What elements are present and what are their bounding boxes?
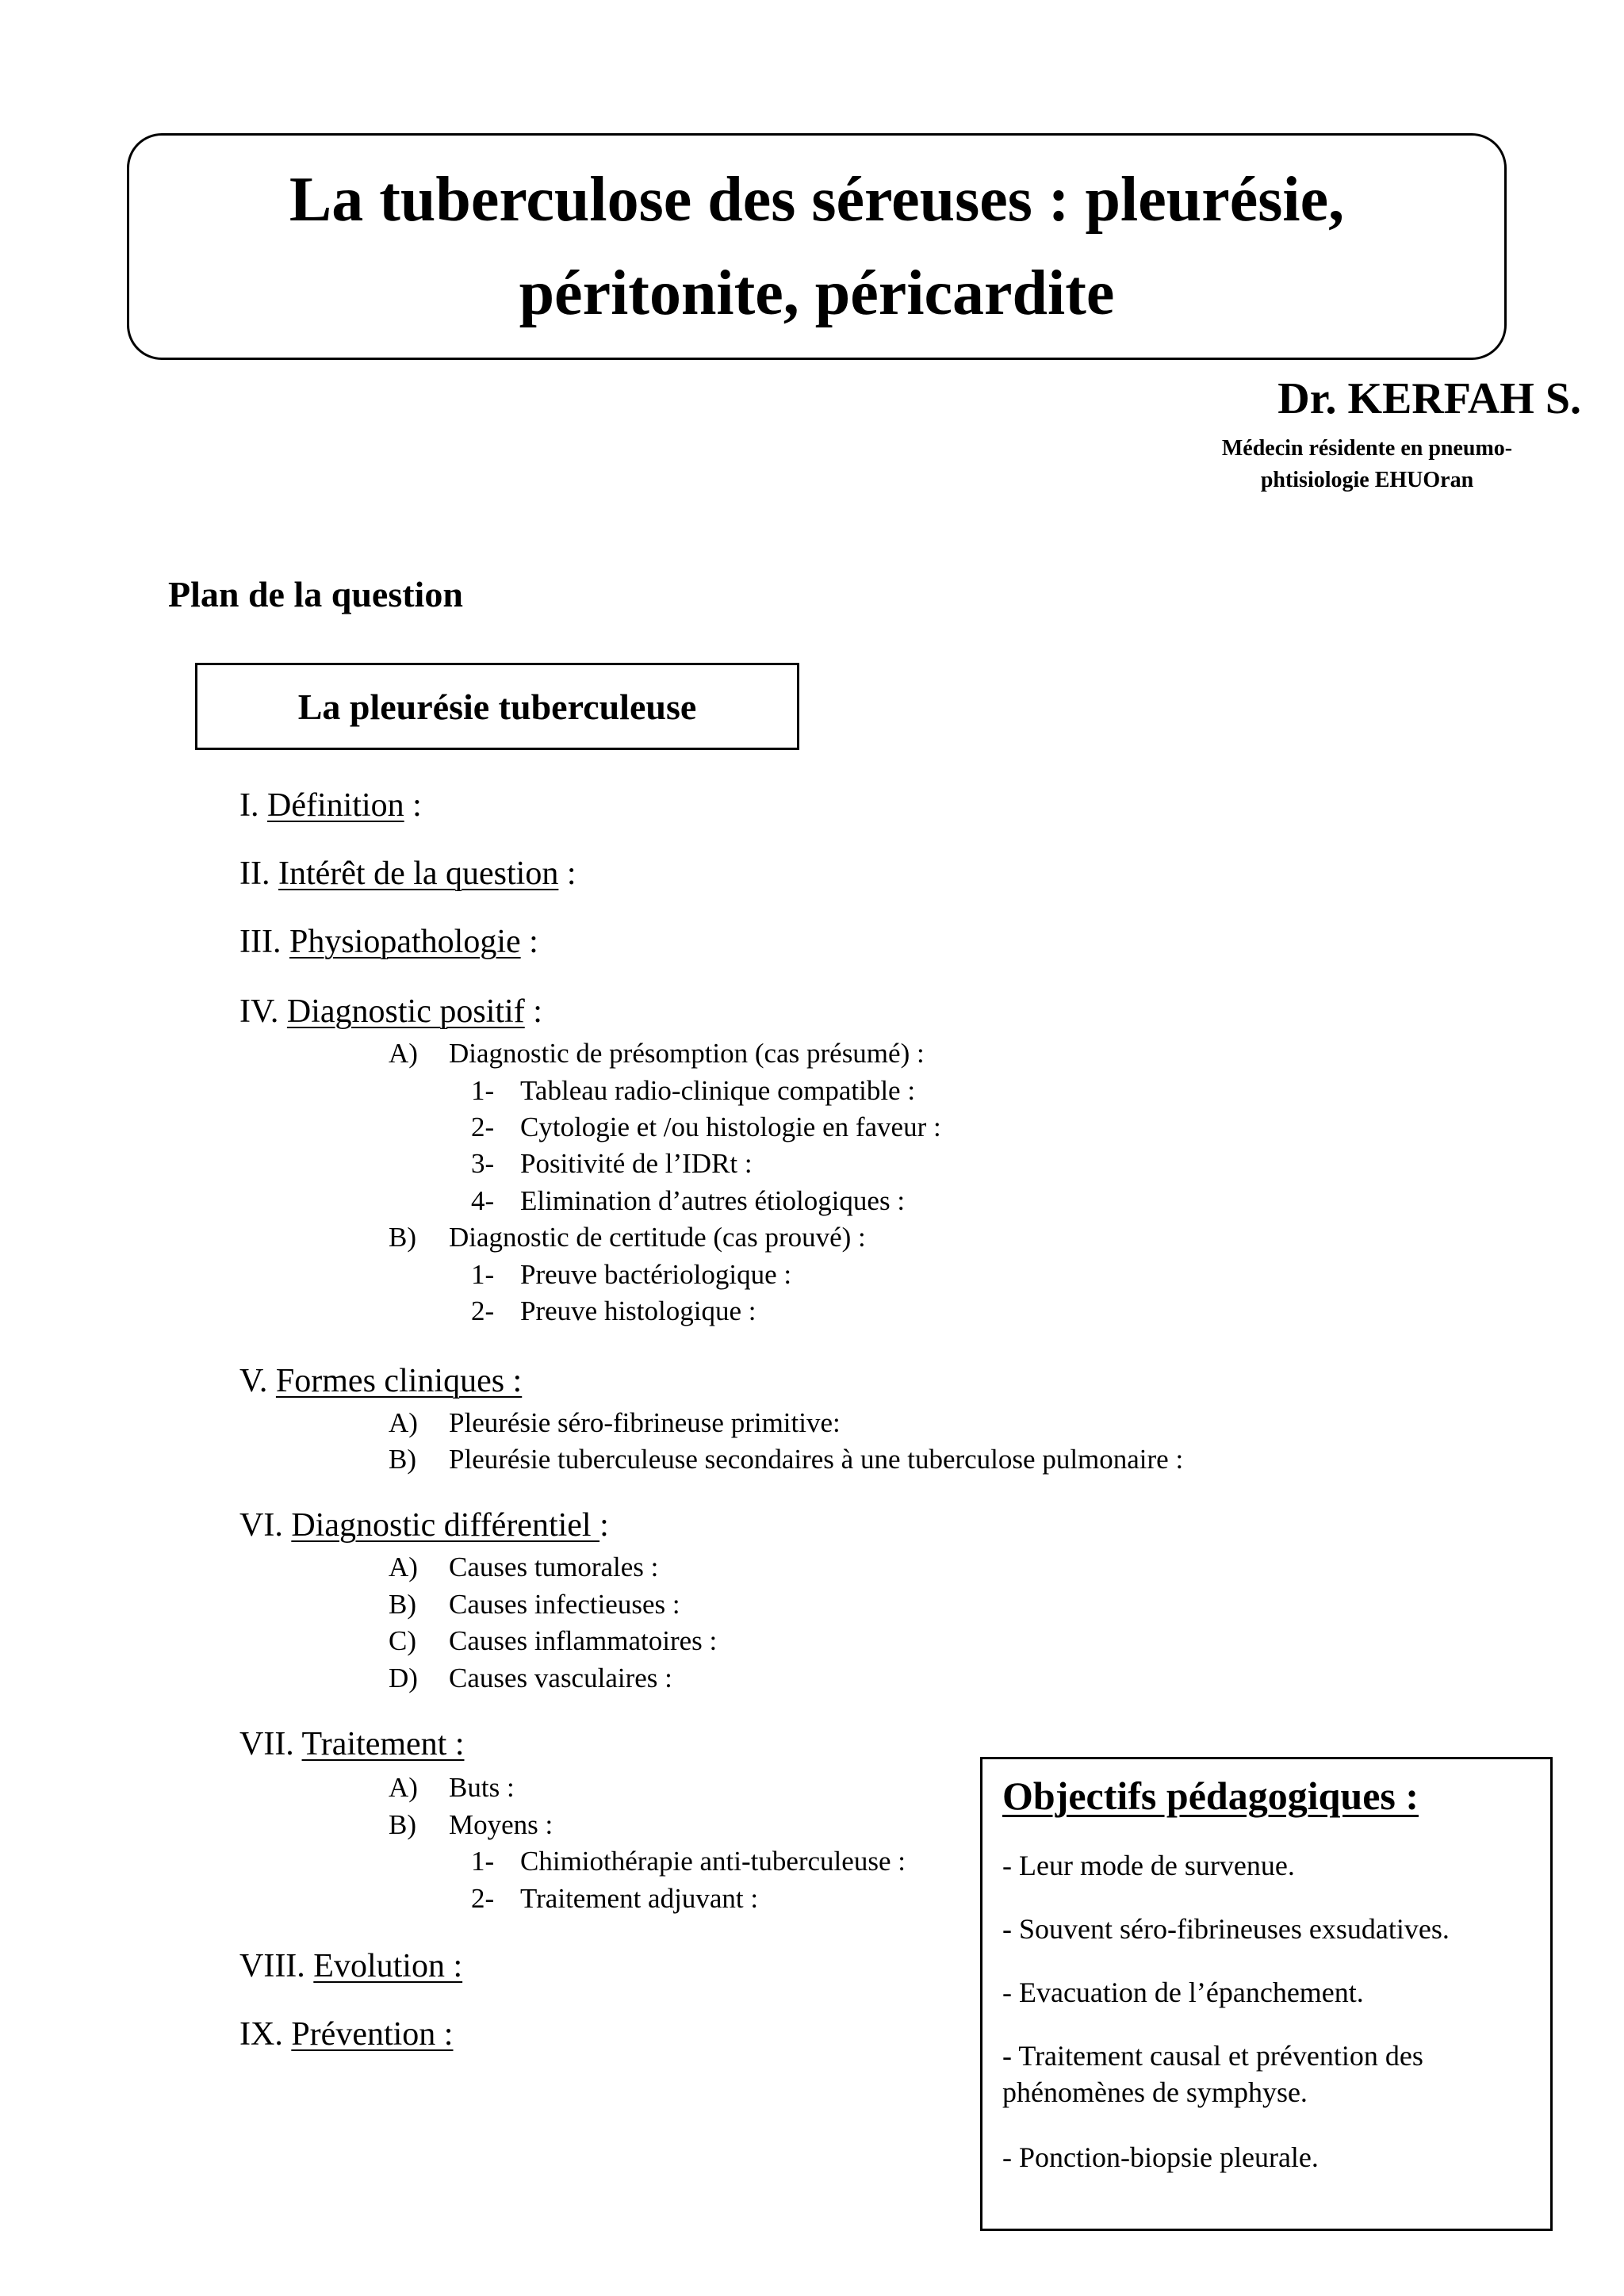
subitem-text: Diagnostic de certitude (cas prouvé) : — [449, 1222, 866, 1253]
subitem-text: Buts : — [449, 1772, 515, 1803]
subitem-text: Causes tumorales : — [449, 1552, 659, 1582]
subsubitem-text: Chimiothérapie anti-tuberculeuse : — [520, 1846, 906, 1877]
subsubitem-text: Traitement adjuvant : — [520, 1883, 759, 1914]
outline-section-3 — [239, 921, 538, 962]
subitem-text: Causes infectieuses : — [449, 1589, 680, 1620]
subsubitem-marker: 2- — [471, 1883, 495, 1914]
subsubitem-marker: 4- — [471, 1185, 495, 1216]
section-number: II. — [239, 855, 278, 892]
section-number: VIII. — [239, 1948, 314, 1984]
subitem-marker: A) — [389, 1772, 418, 1803]
subsubitem-text: Tableau radio-clinique compatible : — [520, 1075, 916, 1106]
document-title-line-1: La tuberculose des séreuses : pleurésie, — [289, 165, 1345, 235]
subsubitem-text: Elimination d’autres étiologiques : — [520, 1185, 906, 1216]
subitem-text: Pleurésie tuberculeuse secondaires à une tuberculose pulmonaire : — [449, 1444, 1184, 1475]
outline-section-5 — [239, 1360, 522, 1402]
subitem-marker: A) — [389, 1552, 418, 1582]
objective-item: - Leur mode de survenue. — [1002, 1850, 1295, 1881]
objective-item: - Souvent séro-fibrineuses exsudatives. — [1002, 1913, 1450, 1945]
author-role — [1185, 433, 1549, 496]
objective-item: - Traitement causal et prévention des phénomènes de symphyse. — [1002, 2040, 1423, 2108]
subsubitem-marker: 1- — [471, 1075, 495, 1106]
section-suffix: : — [558, 855, 576, 892]
section-label: Diagnostic positif — [286, 993, 525, 1030]
section-label: Physiopathologie — [289, 924, 521, 960]
subsubitem-text: Cytologie et /ou histologie en faveur : — [520, 1112, 941, 1142]
section-label: Prévention : — [291, 2016, 454, 2053]
section-label: Traitement : — [301, 1726, 465, 1762]
outline-section-9 — [239, 2014, 453, 2055]
subitem-marker: A) — [389, 1407, 418, 1438]
outline-section-8 — [239, 1946, 462, 1987]
outline-section-4 — [239, 991, 542, 1032]
section-suffix: : — [599, 1507, 609, 1544]
subsubitem-marker: 1- — [471, 1259, 495, 1290]
section-number: VI. — [239, 1507, 292, 1544]
subsubitem-marker: 3- — [471, 1148, 495, 1179]
section-number: VII. — [239, 1726, 302, 1762]
section-number: IX. — [239, 2016, 292, 2053]
subsubitem-marker: 2- — [471, 1295, 495, 1326]
section-suffix: : — [520, 924, 538, 960]
section-label: Définition — [267, 787, 404, 824]
subsubitem-marker: 1- — [471, 1846, 495, 1877]
section-title-box — [195, 663, 799, 750]
outline-section-1 — [239, 785, 422, 826]
section-label: Formes cliniques : — [275, 1363, 523, 1399]
section-number: I. — [239, 787, 267, 824]
subitem-text: Causes inflammatoires : — [449, 1625, 718, 1656]
section-title: La pleurésie tuberculeuse — [297, 686, 697, 727]
subitem-marker: B) — [389, 1809, 416, 1840]
author-name: Dr. KERFAH S. — [1277, 374, 1581, 423]
section-label: Evolution : — [313, 1948, 463, 1984]
subitem-text: Diagnostic de présomption (cas présumé) : — [449, 1038, 925, 1069]
subsubitem-marker: 2- — [471, 1112, 495, 1142]
section-number: V. — [239, 1363, 276, 1399]
document-title-line-2: péritonite, péricardite — [519, 258, 1115, 328]
section-label: Diagnostic différentiel — [291, 1507, 600, 1544]
author-role-line-1: Médecin résidente en pneumo- — [1221, 436, 1513, 461]
objective-item: - Ponction-biopsie pleurale. — [1002, 2141, 1319, 2173]
subsubitem-text: Preuve bactériologique : — [520, 1259, 792, 1290]
section-number: III. — [239, 924, 289, 960]
subitem-text: Causes vasculaires : — [449, 1663, 672, 1693]
outline-section-6 — [239, 1505, 609, 1546]
section-suffix: : — [404, 787, 422, 824]
subitem-text: Moyens : — [449, 1809, 553, 1840]
subsubitem-text: Preuve histologique : — [520, 1295, 756, 1326]
subitem-marker: B) — [389, 1589, 416, 1620]
section-number: IV. — [239, 993, 287, 1030]
title-box — [127, 133, 1507, 360]
outline-section-7 — [239, 1724, 464, 1765]
subitem-marker: B) — [389, 1444, 416, 1475]
section-suffix: : — [524, 993, 542, 1030]
outline-section-2 — [239, 853, 576, 894]
subitem-text: Pleurésie séro-fibrineuse primitive: — [449, 1407, 841, 1438]
subitem-marker: B) — [389, 1222, 416, 1253]
objectives-title: Objectifs pédagogiques : — [1002, 1774, 1419, 1818]
subsubitem-text: Positivité de l’IDRt : — [520, 1148, 753, 1179]
objective-item: - Evacuation de l’épanchement. — [1002, 1976, 1364, 2008]
subitem-marker: A) — [389, 1038, 418, 1069]
plan-heading: Plan de la question — [168, 574, 463, 614]
author-role-line-2: phtisiologie EHUOran — [1260, 468, 1474, 492]
subitem-marker: D) — [389, 1663, 418, 1693]
section-label: Intérêt de la question — [278, 855, 559, 892]
subitem-marker: C) — [389, 1625, 416, 1656]
